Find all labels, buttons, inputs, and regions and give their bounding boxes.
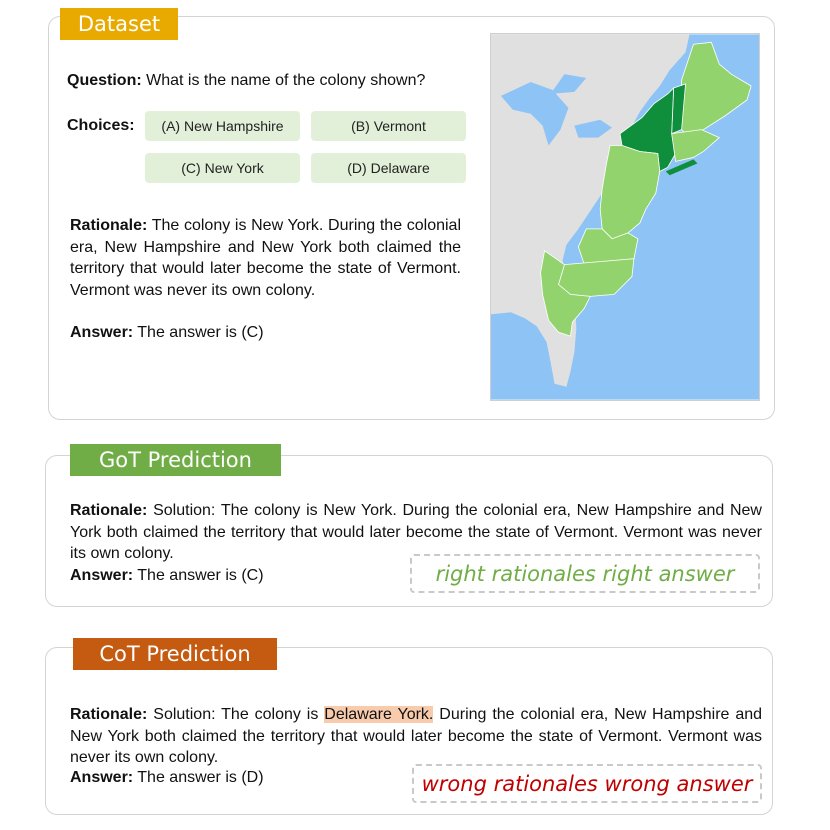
question-label: Question: xyxy=(67,72,142,89)
answer-text: The answer is (C) xyxy=(137,324,264,341)
cot-answer-text: The answer is (D) xyxy=(137,769,264,786)
choice-d[interactable]: (D) Delaware xyxy=(311,153,466,183)
choice-c[interactable]: (C) New York xyxy=(145,153,300,183)
choice-b[interactable]: (B) Vermont xyxy=(311,111,466,141)
cot-rationale-pre: Solution: The colony is xyxy=(153,706,319,723)
dataset-answer xyxy=(70,322,264,344)
got-answer-label: Answer: xyxy=(70,567,134,584)
got-answer xyxy=(70,565,264,587)
cot-tag: CoT Prediction xyxy=(73,638,277,670)
got-rationale-label: Rationale: xyxy=(70,502,148,519)
choice-a[interactable]: (A) New Hampshire xyxy=(145,111,300,141)
dataset-tag: Dataset xyxy=(60,8,178,40)
question-text: What is the name of the colony shown? xyxy=(146,72,426,89)
cot-rationale-highlight: Delaware York. xyxy=(324,706,434,723)
cot-answer xyxy=(70,767,264,789)
cot-rationale-post: During the colonial era, New Hampshire and New York both claimed the territory that would later become the state of Vermont. Vermont was never its own colony. xyxy=(70,706,763,766)
got-answer-text: The answer is (C) xyxy=(137,567,264,584)
cot-verdict: wrong rationales wrong answer xyxy=(412,764,762,803)
got-verdict: right rationales right answer xyxy=(410,554,760,593)
rationale-text: The colony is New York. During the colonial era, New Hampshire and New York both claimed the territory that would later become the state of Vermont. Vermont was never its own colony. xyxy=(70,217,462,299)
choices-label: Choices: xyxy=(67,117,135,134)
cot-rationale-label: Rationale: xyxy=(70,706,148,723)
rationale-label: Rationale: xyxy=(70,217,148,234)
got-rationale-text: Solution: The colony is New York. During the colonial era, New Hampshire and New York both claimed the territory that would later become the state of Vermont. Vermont was never its own colony. xyxy=(70,502,762,562)
cot-answer-label: Answer: xyxy=(70,769,134,786)
answer-label: Answer: xyxy=(70,324,134,341)
cot-rationale xyxy=(70,704,762,769)
colony-map xyxy=(490,33,760,401)
got-tag: GoT Prediction xyxy=(70,444,281,476)
dataset-rationale xyxy=(70,215,461,301)
question xyxy=(67,72,425,90)
